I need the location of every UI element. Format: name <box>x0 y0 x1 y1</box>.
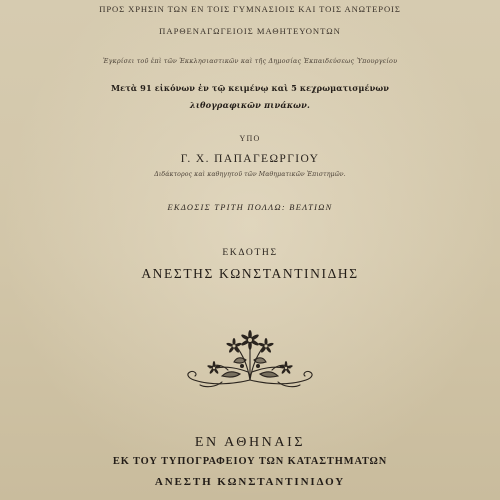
author-name: Γ. Χ. ΠΑΠΑΓΕΩΡΓΙΟΥ <box>180 153 320 165</box>
publisher-label: ΕΚΔΟΤΗΣ <box>222 247 278 258</box>
approval-line: Ἐγκρίσει τοῦ ἐπὶ τῶν Ἐκκλησιαστικῶν καὶ τῆς Δημοσίας Ἐκπαιδεύσεως Ὑπουργείου <box>102 57 398 65</box>
imprint-press: ΕΚ ΤΟΥ ΤΥΠΟΓΡΑΦΕΙΟΥ ΤΩΝ ΚΑΤΑΣΤΗΜΑΤΩΝ <box>112 456 388 467</box>
floral-vignette-icon <box>182 330 318 390</box>
purpose-line-1: ΠΡΟΣ ΧΡΗΣΙΝ ΤΩΝ ΕΝ ΤΟΙΣ ΓΥΜΝΑΣΙΟΙΣ ΚΑΙ ΤΟΙΣ ΑΝΩΤΕΡΟΙΣ <box>99 4 401 14</box>
imprint-city: ΕΝ ΑΘΗΝΑΙΣ <box>194 435 306 450</box>
purpose-line-2: ΠΑΡΘΕΝΑΓΩΓΕΙΟΙΣ ΜΑΘΗΤΕΥΟΝΤΩΝ <box>159 26 341 36</box>
publisher-name: ΑΝΕΣΤΗΣ ΚΩΝΣΤΑΝΤΙΝΙΔΗΣ <box>141 266 359 281</box>
illustrations-line-1: Μετὰ 91 εἰκόνων ἐν τῷ κειμένῳ καὶ 5 κεχρωματισμένων <box>110 83 390 93</box>
illustrations-line-2: λιθογραφικῶν πινάκων. <box>189 100 311 110</box>
author-title: Διδάκτορος καὶ καθηγητοῦ τῶν Μαθηματικῶν Ἐπιστημῶν. <box>154 171 346 178</box>
edition-line: ΕΚΔΟΣΙΣ ΤΡΙΤΗ ΠΟΛΛΩ: ΒΕΛΤΙΩΝ <box>167 203 333 212</box>
imprint-owner: ΑΝΕΣΤΗ ΚΩΝΣΤΑΝΤΙΝΙΔΟΥ <box>154 476 346 488</box>
by-label: ΥΠΟ <box>239 134 261 143</box>
